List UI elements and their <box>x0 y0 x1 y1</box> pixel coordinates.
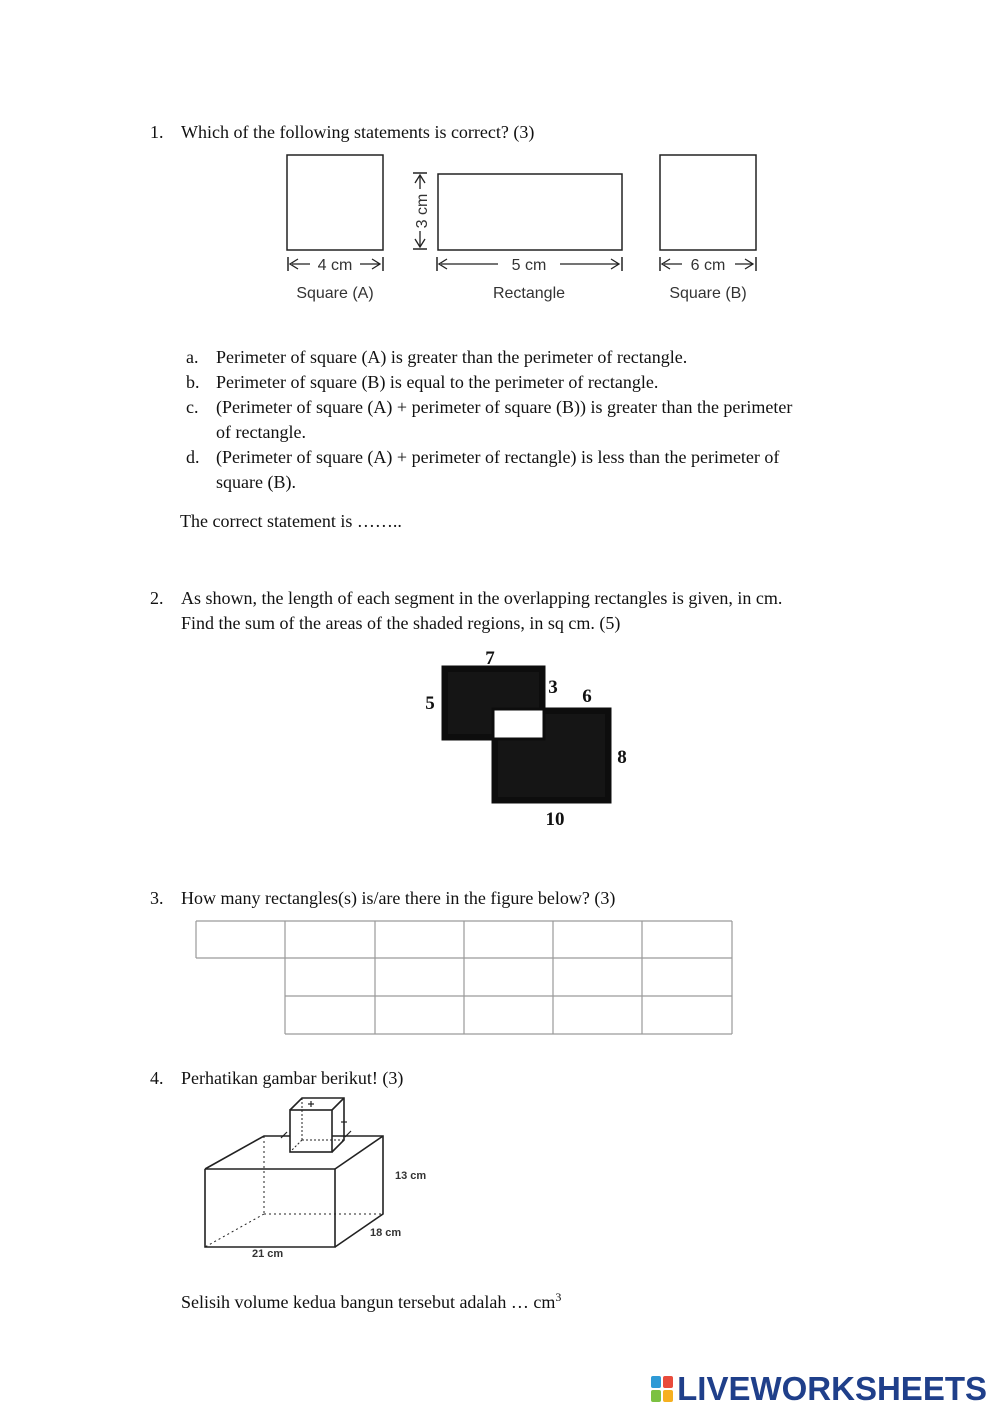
q1-option-b: Perimeter of square (B) is equal to the perimeter of rectangle. <box>216 372 659 392</box>
q1-option-d-letter: d. <box>186 447 200 467</box>
q1-answer-prompt: The correct statement is …….. <box>180 511 402 531</box>
label-depth: 18 cm <box>370 1227 402 1239</box>
q4-number: 4. <box>150 1068 164 1088</box>
q4-answer-text: Selisih volume kedua bangun tersebut adalah … cm <box>181 1292 556 1312</box>
logo-icon <box>651 1376 673 1402</box>
q1-figure <box>270 145 770 310</box>
q1-question: Which of the following statements is correct? (3) <box>181 122 535 142</box>
q4-question: Perhatikan gambar berikut! (3) <box>181 1068 404 1088</box>
label-right-top: 6 <box>582 686 592 707</box>
rect-label: Rectangle <box>492 285 566 302</box>
square-b <box>660 155 756 250</box>
q4-answer-sup: 3 <box>555 1290 562 1304</box>
overlap-region <box>493 709 544 739</box>
q3-question: How many rectangles(s) is/are there in the figure below? (3) <box>181 888 616 908</box>
q1-number: 1. <box>150 122 164 142</box>
brand-text: LIVEWORKSHEETS <box>677 1370 987 1407</box>
q1-option-a: Perimeter of square (A) is greater than the perimeter of rectangle. <box>216 347 688 367</box>
rectangle <box>438 174 622 250</box>
rect-width: 5 cm <box>511 257 547 274</box>
label-mid: 3 <box>548 677 558 698</box>
label-left: 5 <box>425 693 435 714</box>
square-a-dim: 4 cm <box>317 257 353 274</box>
q3-number: 3. <box>150 888 164 908</box>
square-b-label: Square (B) <box>669 285 747 302</box>
label-height: 13 cm <box>395 1170 427 1182</box>
square-b-dim: 6 cm <box>690 257 726 274</box>
q1-option-d-cont: square (B). <box>216 472 296 492</box>
q2-line2: Find the sum of the areas of the shaded regions, in sq cm. (5) <box>181 613 621 633</box>
label-right: 8 <box>617 747 627 768</box>
q1-option-b-letter: b. <box>186 372 200 392</box>
square-a-label: Square (A) <box>296 285 374 302</box>
big-box <box>205 1169 335 1247</box>
q2-figure <box>415 645 645 835</box>
label-top: 7 <box>485 648 495 669</box>
q1-option-c-letter: c. <box>186 397 199 417</box>
square-a <box>287 155 383 250</box>
q2-number: 2. <box>150 588 164 608</box>
rect-height: 3 cm <box>414 193 431 229</box>
q1-option-c-cont: of rectangle. <box>216 422 306 442</box>
label-width: 21 cm <box>252 1248 284 1260</box>
q3-grid-figure <box>190 915 740 1040</box>
q1-option-d: (Perimeter of square (A) + perimeter of rectangle) is less than the perimeter of <box>216 447 780 467</box>
q1-option-c: (Perimeter of square (A) + perimeter of square (B)) is greater than the perimeter <box>216 397 793 417</box>
q2-line1: As shown, the length of each segment in the overlapping rectangles is given, in cm. <box>181 588 783 608</box>
liveworksheets-logo <box>651 1370 987 1408</box>
q1-option-a-letter: a. <box>186 347 199 367</box>
q4-figure <box>195 1090 455 1265</box>
label-bottom: 10 <box>545 809 565 830</box>
q4-answer-line <box>181 1290 561 1313</box>
